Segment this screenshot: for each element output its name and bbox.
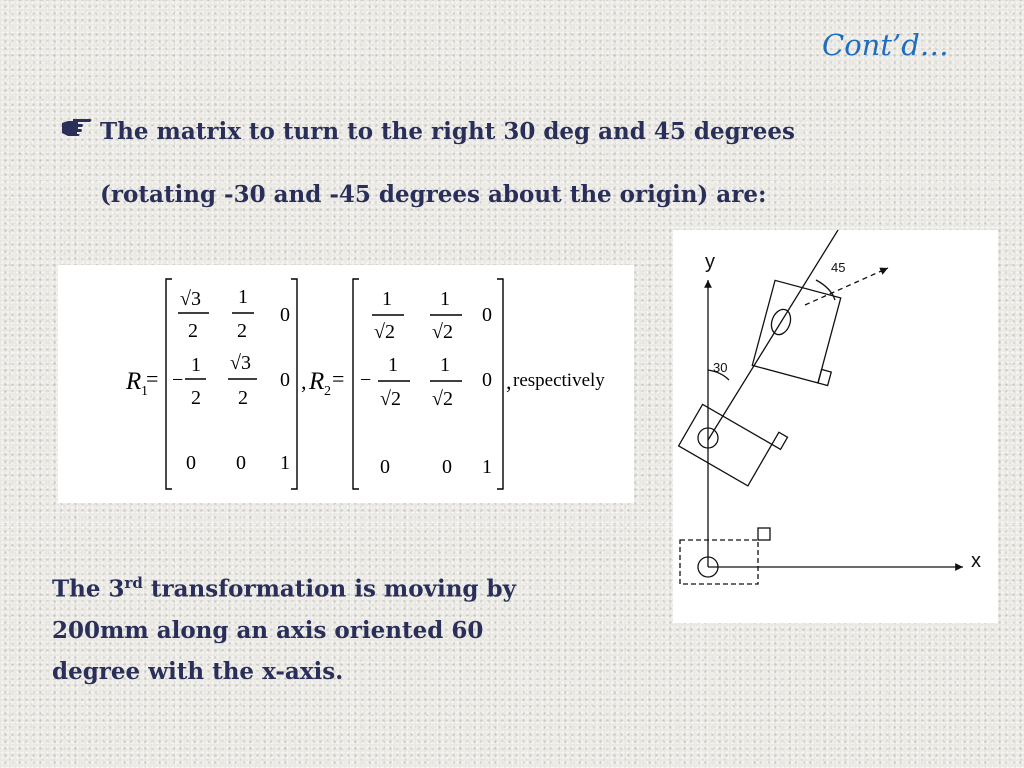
angle-30-label: 30	[713, 360, 728, 375]
y-axis-label: y	[705, 251, 715, 273]
r2-label: R	[309, 368, 325, 395]
r1-label: R	[126, 368, 142, 395]
r1-subscript: 1	[141, 384, 148, 399]
r1-a22-denominator: 2	[238, 387, 248, 409]
r1-a21-denominator: 2	[191, 387, 201, 409]
r1-a11-numerator: √3	[180, 288, 201, 310]
r2-a31: 0	[380, 456, 390, 478]
r2-a21-numerator: 1	[388, 354, 398, 376]
r2-a21-denominator: √2	[380, 388, 401, 410]
r2-equals: =	[332, 366, 345, 391]
bullet-line-2: (rotating -30 and -45 degrees about the origin) are:	[100, 181, 767, 208]
paragraph-line-1	[52, 563, 516, 610]
r2-a23: 0	[482, 369, 492, 391]
r1-a31: 0	[186, 452, 196, 474]
r1-a22-numerator: √3	[230, 352, 251, 374]
rotation-matrices-image	[58, 265, 634, 503]
r2-a21-minus: −	[360, 369, 372, 391]
r1-a11-denominator: 2	[188, 320, 198, 342]
r1-a12-numerator: 1	[238, 286, 248, 308]
r1-a32: 0	[236, 452, 246, 474]
paragraph-line-1-end: transformation is moving by	[142, 575, 516, 603]
r1-equals: =	[146, 366, 159, 391]
r1-a33: 1	[280, 452, 290, 474]
ordinal-superscript: rd	[124, 574, 143, 592]
r1-a21-minus: −	[172, 369, 184, 391]
r2-a33: 1	[482, 456, 492, 478]
r2-a22-numerator: 1	[440, 354, 450, 376]
r2-a12-numerator: 1	[440, 288, 450, 310]
r1-a13: 0	[280, 304, 290, 326]
angle-45-label: 45	[831, 260, 846, 275]
r2-subscript: 2	[324, 384, 331, 399]
bullet-line-1: The matrix to turn to the right 30 deg and 45 degrees	[100, 118, 796, 145]
r2-a32: 0	[442, 456, 452, 478]
r2-a11-denominator: √2	[374, 321, 395, 343]
r1-a21-numerator: 1	[191, 354, 201, 376]
x-axis-label: x	[971, 550, 981, 572]
continued-heading: Cont’d…	[822, 28, 949, 62]
pointing-hand-icon	[60, 116, 94, 138]
respectively-label: respectively	[513, 370, 605, 391]
matrix-comma: ,	[301, 369, 307, 394]
r2-a22-denominator: √2	[432, 388, 453, 410]
rotation-diagram	[673, 230, 998, 623]
transformation-paragraph	[52, 563, 516, 692]
r2-a12-denominator: √2	[432, 321, 453, 343]
paragraph-line-1-start: The 3	[52, 575, 125, 603]
paragraph-line-3: degree with the x-axis.	[52, 657, 344, 685]
matrix-comma-2: ,	[506, 369, 512, 394]
r2-a13: 0	[482, 304, 492, 326]
r2-a11-numerator: 1	[382, 288, 392, 310]
r1-a23: 0	[280, 369, 290, 391]
r1-a12-denominator: 2	[237, 320, 247, 342]
paragraph-line-2: 200mm along an axis oriented 60	[52, 616, 484, 644]
